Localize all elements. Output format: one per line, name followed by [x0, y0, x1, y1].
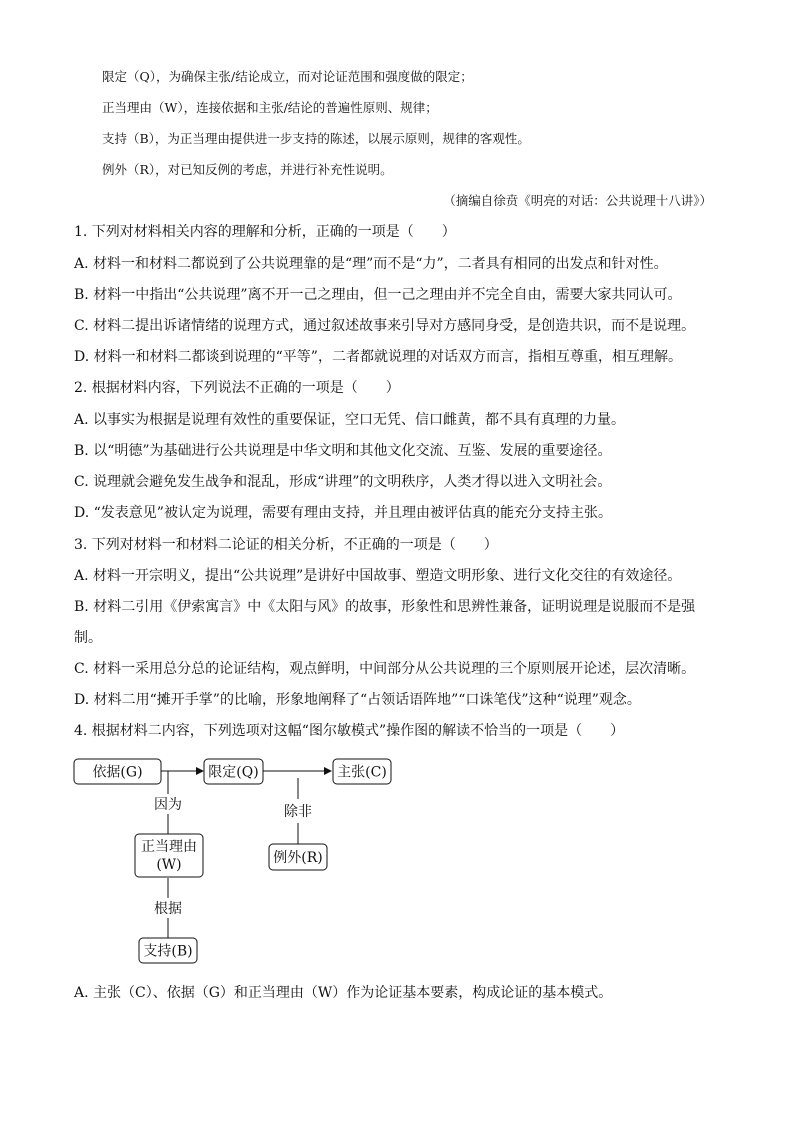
question-2-option-b: B. 以“明德”为基础进行公共说理是中华文明和其他文化交流、互鉴、发展的重要途径。 [74, 443, 612, 459]
question-3-stem: 3. 下列对材料一和材料二论证的相关分析，不正确的一项是（ ） [74, 537, 498, 553]
grounds-label: 依据(G) [92, 764, 143, 781]
warrant-label-line2: (W) [156, 857, 182, 873]
question-4-option-a: A. 主张（C）、依据（G）和正当理由（W）作为论证基本要素，构成论证的基本模式。 [74, 985, 613, 1001]
backing-label: 支持(B) [143, 943, 193, 960]
claim-label: 主张(C) [337, 764, 387, 781]
rebuttal-label: 例外(R) [273, 850, 323, 866]
question-1-option-d: D. 材料一和材料二都谈到说理的“平等”，二者都就说理的对话双方而言，指相互尊重，相互理解。 [74, 349, 682, 365]
unless-label: 除非 [284, 804, 312, 820]
question-3-option-a: A. 材料一开宗明义，提出“公共说理”是讲好中国故事、塑造文明形象、进行文化交往的有效途径。 [74, 568, 682, 584]
question-3-option-d: D. 材料二用“摊开手掌”的比喻，形象地阐释了“占领话语阵地”“口诛笔伐”这种“说理”观念。 [74, 692, 641, 708]
definition-qualifier: 限定（Q），为确保主张/结论成立，而对论证范围和强度做的限定； [102, 69, 473, 84]
because-label: 因为 [154, 797, 182, 813]
on-account-of-label: 根据 [154, 901, 182, 917]
question-2-option-d: D. “发表意见”被认定为说理，需要有理由支持，并且理由被评估真的能充分支持主张。 [74, 505, 612, 521]
warrant-label-line1: 正当理由 [141, 839, 197, 855]
definition-rebuttal: 例外（R），对已知反例的考虑，并进行补充性说明。 [102, 162, 393, 177]
source-citation: （摘编自徐贲《明亮的对话：公共说理十八讲》） [443, 193, 712, 208]
definition-warrant: 正当理由（W），连接依据和主张/结论的普遍性原则、规律； [102, 100, 438, 115]
question-2-option-a: A. 以事实为根据是说理有效性的重要保证，空口无凭、信口雌黄，都不具有真理的力量。 [74, 412, 626, 428]
question-3-option-b: B. 材料二引用《伊索寓言》中《太阳与风》的故事，形象性和思辨性兼备，证明说理是说服而不是强 [74, 599, 696, 615]
question-1-option-b: B. 材料一中指出“公共说理”离不开一己之理由，但一己之理由并不完全自由，需要大家共同认可。 [74, 287, 682, 303]
question-2-option-c: C. 说理就会避免发生战争和混乱，形成“讲理”的文明秩序，人类才得以进入文明社会。 [74, 474, 612, 490]
question-3-option-b-continued: 制。 [74, 630, 102, 646]
definition-backing: 支持（B），为正当理由提供进一步支持的陈述，以展示原则，规律的客观性。 [102, 131, 530, 146]
question-2-stem: 2. 根据材料内容，下列说法不正确的一项是（ ） [74, 380, 400, 396]
question-3-option-c: C. 材料一采用总分总的论证结构，观点鲜明，中间部分从公共说理的三个原则展开论述，层次清晰。 [74, 661, 696, 677]
question-1-option-a: A. 材料一和材料二都说到了公共说理靠的是“理”而不是“力”，二者具有相同的出发点和针对性。 [74, 256, 668, 272]
question-1-option-c: C. 材料二提出诉诸情绪的说理方式，通过叙述故事来引导对方感同身受，是创造共识，而不是说理。 [74, 318, 696, 334]
question-1-stem: 1. 下列对材料相关内容的理解和分析，正确的一项是（ ） [74, 224, 456, 240]
question-4-stem: 4. 根据材料二内容，下列选项对这幅“图尔敏模式”操作图的解读不恰当的一项是（ ） [74, 723, 625, 739]
qualifier-label: 限定(Q) [208, 764, 259, 781]
